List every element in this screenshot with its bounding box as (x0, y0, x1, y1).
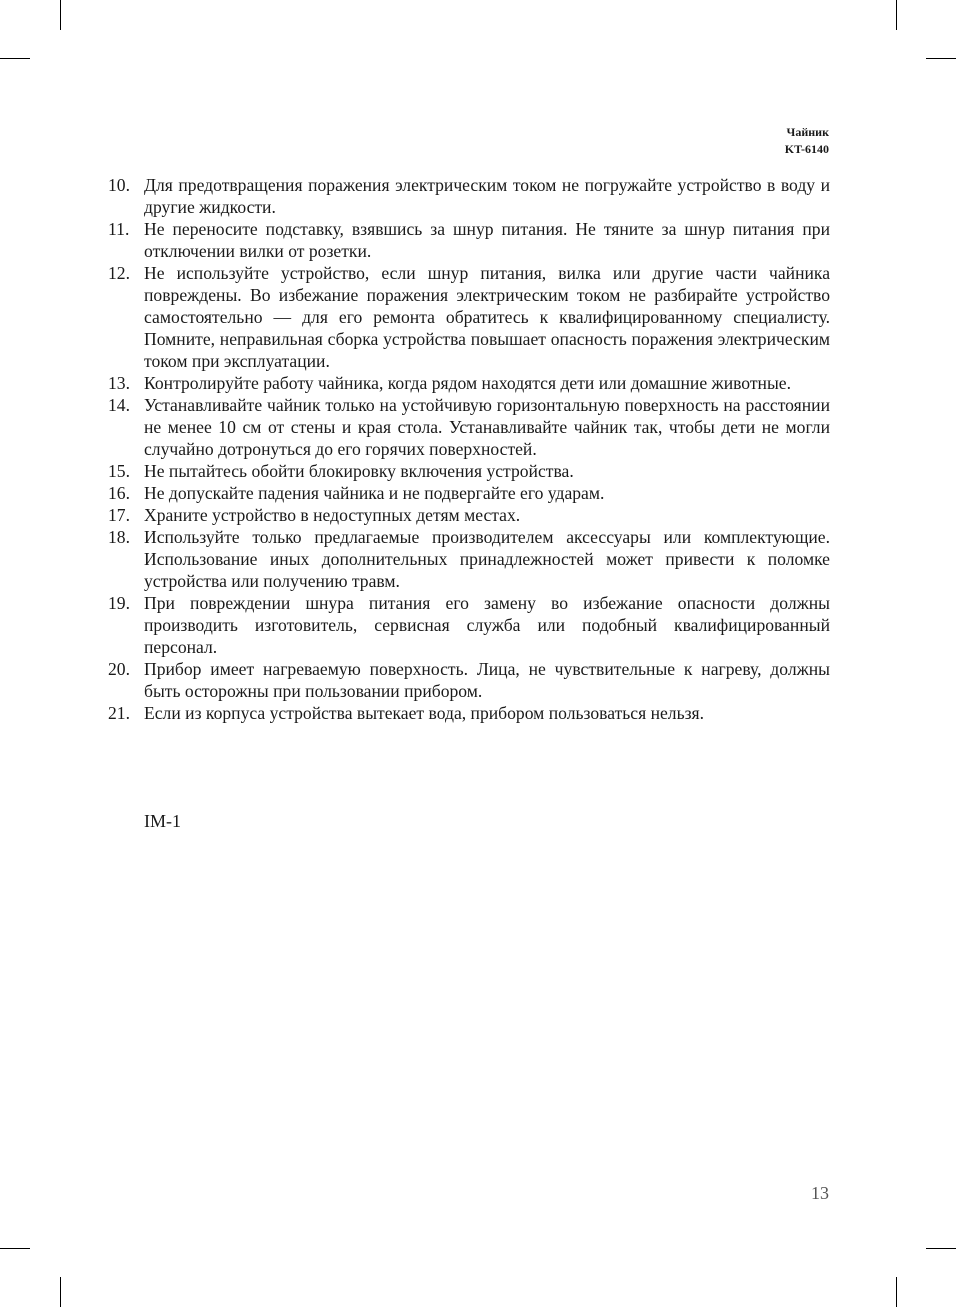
item-text: Устанавливайте чайник только на устойчивую горизонтальную поверхность на расстоянии не менее 10 см от стены и края стола. Устанавливайте чайник так, чтобы дети не могли случайно дотронуться до его горячих поверхностей. (144, 395, 830, 459)
header-product: Чайник (786, 125, 829, 139)
item-number: 15. (108, 461, 130, 481)
item-text: Не пытайтесь обойти блокировку включения устройства. (144, 461, 574, 481)
crop-mark-bottom-left (60, 1277, 61, 1307)
list-item (108, 592, 830, 658)
crop-mark-top-right (896, 0, 897, 30)
list-item (108, 372, 830, 394)
item-text: Прибор имеет нагреваемую поверхность. Лица, не чувствительные к нагреву, должны быть осторожны при пользовании прибором. (144, 659, 830, 701)
crop-mark-top-left-h (0, 58, 30, 59)
item-number: 14. (108, 395, 130, 415)
page-number: 13 (811, 1183, 829, 1203)
item-text: Если из корпуса устройства вытекает вода, прибором пользоваться нельзя. (144, 703, 705, 723)
item-number: 20. (108, 659, 130, 679)
list-item (108, 658, 830, 702)
safety-instructions-list (108, 174, 830, 724)
item-text: Не допускайте падения чайника и не подвергайте его ударам. (144, 483, 605, 503)
item-number: 18. (108, 527, 130, 547)
document-code: IM-1 (144, 811, 181, 831)
crop-mark-bottom-left-h (0, 1248, 30, 1249)
running-header (785, 124, 829, 158)
item-text: Не переносите подставку, взявшись за шнур питания. Не тяните за шнур питания при отключении вилки от розетки. (144, 219, 830, 261)
item-number: 12. (108, 263, 130, 283)
list-item (108, 526, 830, 592)
item-text: При повреждении шнура питания его замену во избежание опасности должны производить изготовитель, сервисная служба или подобный квалифицированный персонал. (144, 593, 830, 657)
list-item (108, 174, 830, 218)
item-number: 19. (108, 593, 130, 613)
list-item (108, 262, 830, 372)
item-text: Не используйте устройство, если шнур питания, вилка или другие части чайника повреждены. Во избежание поражения электрическим током не разбирайте устройство самостоятельно — для его ремонта обратитесь к квалифицированному специалисту. Помните, неправильная сборка устройства повышает опасность поражения электрическим током при эксплуатации. (144, 263, 830, 371)
list-item (108, 702, 830, 724)
item-number: 13. (108, 373, 130, 393)
list-item (108, 482, 830, 504)
item-number: 17. (108, 505, 130, 525)
list-item (108, 394, 830, 460)
list-item (108, 504, 830, 526)
item-number: 16. (108, 483, 130, 503)
crop-mark-bottom-right (896, 1277, 897, 1307)
crop-mark-top-left (60, 0, 61, 30)
item-number: 21. (108, 703, 130, 723)
item-text: Используйте только предлагаемые производителем аксессуары или комплектующие. Использование иных дополнительных принадлежностей может привести к поломке устройства или получению травм. (144, 527, 830, 591)
item-text: Храните устройство в недоступных детям местах. (144, 505, 521, 525)
header-model: KT-6140 (784, 142, 829, 156)
item-number: 10. (108, 175, 130, 195)
list-item (108, 218, 830, 262)
item-text: Контролируйте работу чайника, когда рядом находятся дети или домашние животные. (144, 373, 791, 393)
crop-mark-top-right-h (926, 58, 956, 59)
crop-mark-bottom-right-h (926, 1248, 956, 1249)
list-item (108, 460, 830, 482)
item-text: Для предотвращения поражения электрическим током не погружайте устройство в воду и другие жидкости. (144, 175, 830, 217)
item-number: 11. (108, 219, 130, 239)
